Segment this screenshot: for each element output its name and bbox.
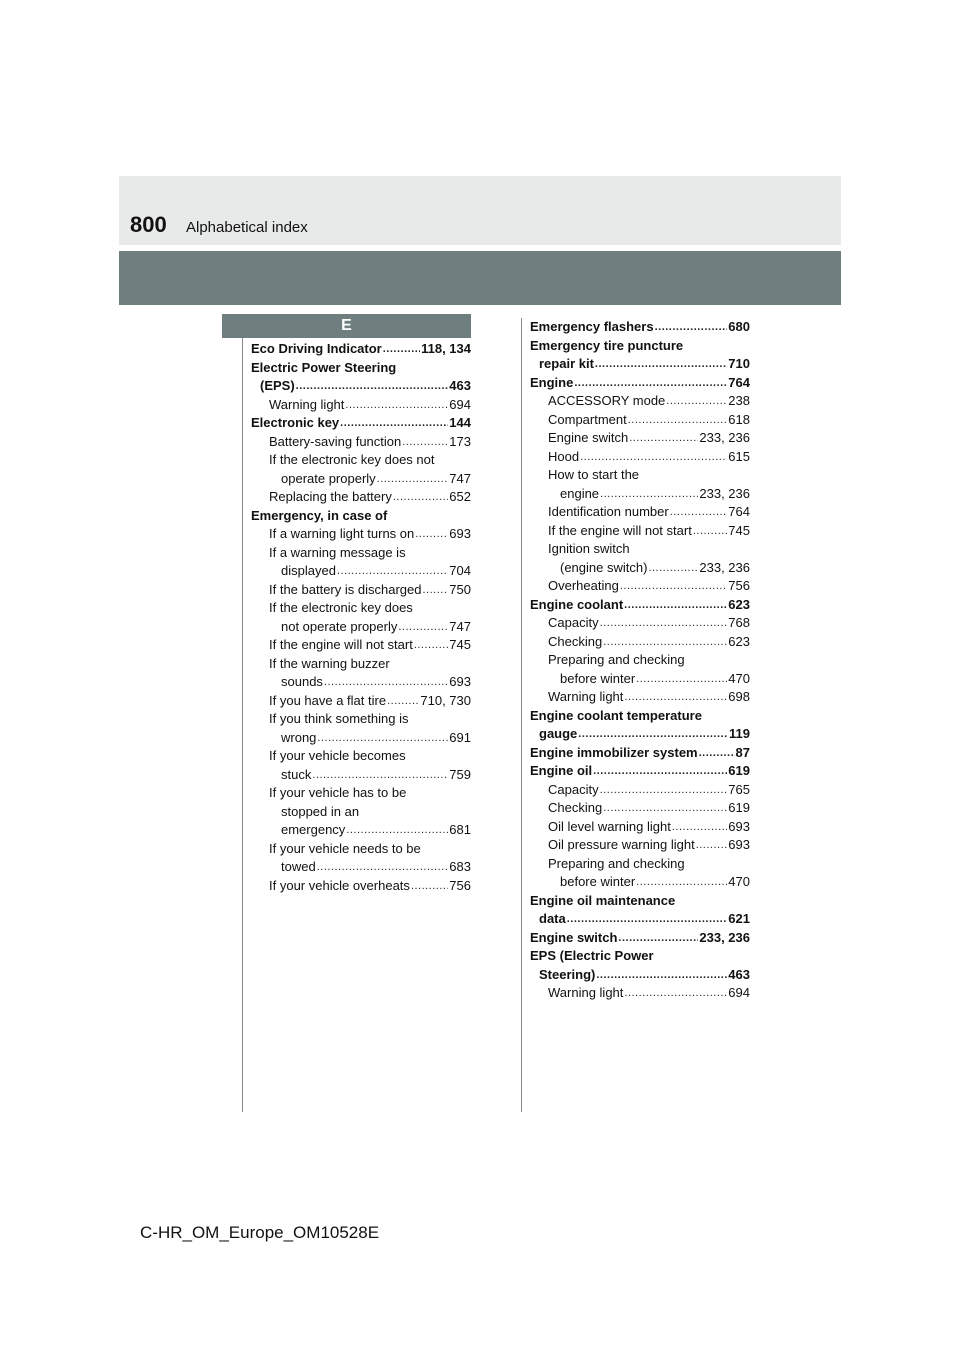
index-entry [530, 799, 750, 818]
dot-leader [402, 433, 448, 452]
dot-leader [693, 522, 727, 541]
index-entry [251, 858, 471, 877]
index-entry [251, 747, 471, 766]
index-entry-term: If your vehicle becomes [269, 748, 406, 763]
index-entry [530, 503, 750, 522]
index-entry-term: repair kit [539, 356, 594, 371]
index-entry-term: towed [281, 859, 316, 874]
dot-leader [629, 429, 698, 448]
page-number: 800 [130, 212, 167, 237]
index-entry-page: 233, 236 [699, 559, 750, 575]
index-entry-page: 87 [735, 744, 750, 760]
index-entry-page: 764 [728, 374, 750, 390]
dot-leader [593, 762, 727, 781]
index-entry-page: 619 [728, 763, 750, 778]
index-entry-page: 233, 236 [699, 430, 750, 445]
index-column-right [530, 318, 750, 1003]
index-entry [251, 525, 471, 544]
dot-leader [346, 821, 448, 840]
index-entry [530, 337, 750, 356]
index-entry [251, 340, 471, 359]
index-entry-term: Emergency tire puncture [530, 337, 684, 353]
index-entry-page: 144 [449, 415, 471, 430]
index-entry [530, 466, 750, 485]
index-entry-term: If the engine will not start [548, 522, 692, 538]
dot-leader [317, 858, 449, 877]
index-entry-page: 621 [728, 911, 750, 926]
index-entry [530, 781, 750, 800]
dot-leader [414, 636, 448, 655]
index-entry [530, 873, 750, 892]
right-column-rule [521, 318, 522, 1112]
index-entry-page: 652 [449, 489, 471, 504]
index-entry-term: not operate properly [281, 618, 398, 634]
index-entry-term: Engine oil maintenance [530, 892, 676, 908]
index-entry [530, 836, 750, 855]
dot-leader [624, 596, 727, 615]
index-entry [530, 559, 750, 578]
index-entry-page: 618 [728, 411, 750, 427]
index-entry-page: 683 [449, 859, 471, 874]
index-entry-page: 704 [449, 563, 471, 578]
index-entry-term: before winter [560, 874, 636, 889]
index-entry-term: Compartment [548, 411, 627, 427]
index-entry-term: EPS (Electric Power [530, 948, 654, 963]
index-entry-term: Warning light [548, 689, 624, 704]
index-entry-page: 118, 134 [421, 341, 471, 356]
index-entry [530, 318, 750, 337]
index-entry-term: Identification number [548, 504, 669, 519]
index-entry [530, 818, 750, 837]
index-entry [530, 540, 750, 559]
index-entry [530, 374, 750, 393]
index-entry [530, 947, 750, 966]
document-id: C-HR_OM_Europe_OM10528E [140, 1223, 380, 1242]
index-entry-term: engine [560, 485, 600, 501]
section-title: Alphabetical index [186, 219, 308, 236]
dot-leader [600, 781, 728, 800]
index-entry-page: 623 [728, 596, 750, 612]
dot-leader [628, 411, 728, 430]
index-entry [530, 707, 750, 726]
dot-leader [387, 692, 419, 711]
index-entry-page: 765 [728, 781, 750, 797]
dot-leader [600, 485, 698, 504]
index-entry-page: 173 [449, 433, 471, 449]
index-entry-page: 750 [449, 581, 471, 597]
dot-leader [672, 818, 727, 837]
index-entry-term: Replacing the battery [269, 489, 392, 504]
index-entry-term: stopped in an [281, 803, 360, 819]
dot-leader [596, 966, 727, 985]
index-entry [251, 710, 471, 729]
index-entry-page: 693 [728, 818, 750, 834]
index-entry-page: 463 [449, 378, 471, 393]
index-entry-term: If your vehicle overheats [269, 877, 410, 893]
index-entry-term: emergency [281, 822, 346, 837]
index-entry-term: Ignition switch [548, 541, 630, 556]
index-entry-page: 759 [449, 766, 471, 782]
index-entry-term: If your vehicle has to be [269, 785, 407, 800]
index-entry-page: 756 [449, 877, 471, 893]
index-entry-page: 233, 236 [699, 485, 750, 501]
dot-leader [324, 673, 448, 692]
dot-leader [603, 799, 727, 818]
index-entry-page: 619 [728, 800, 750, 815]
dot-leader [603, 633, 727, 652]
index-entry [530, 485, 750, 504]
dot-leader [574, 374, 727, 393]
index-entry-term: (engine switch) [560, 559, 648, 575]
index-entry-term: wrong [281, 729, 317, 745]
index-entry [251, 396, 471, 415]
index-entry [530, 725, 750, 744]
index-entry-page: 745 [728, 522, 750, 538]
dot-leader [312, 766, 448, 785]
index-entry-page: 694 [449, 396, 471, 412]
index-entry-term: Oil pressure warning light [548, 837, 695, 852]
dot-leader [655, 318, 728, 337]
index-entry-page: 745 [449, 637, 471, 652]
index-entry-term: Electric Power Steering [251, 359, 397, 375]
dot-leader [296, 377, 449, 396]
index-entry-term: (EPS) [260, 378, 295, 393]
index-entry [530, 855, 750, 874]
index-entry-page: 691 [449, 729, 471, 745]
dot-leader [580, 448, 727, 467]
left-column-rule [242, 338, 243, 1112]
index-entry-page: 756 [728, 578, 750, 593]
index-entry [251, 803, 471, 822]
index-entry [530, 966, 750, 985]
index-entry [251, 618, 471, 637]
index-entry-page: 463 [728, 966, 750, 982]
dot-leader [670, 503, 728, 522]
index-letter-tab [222, 314, 471, 338]
index-entry [530, 448, 750, 467]
index-entry [251, 784, 471, 803]
index-entry [530, 355, 750, 374]
index-entry [251, 729, 471, 748]
index-entry-page: 694 [728, 985, 750, 1000]
index-entry-term: Engine immobilizer system [530, 744, 698, 760]
index-entry-page: 764 [728, 504, 750, 519]
index-entry [530, 596, 750, 615]
index-entry [251, 414, 471, 433]
index-entry [251, 581, 471, 600]
dot-leader [383, 340, 420, 359]
index-entry-term: If a warning message is [269, 544, 406, 560]
index-entry [530, 744, 750, 763]
index-entry [530, 633, 750, 652]
index-entry-term: gauge [539, 726, 578, 741]
index-entry-term: Capacity [548, 781, 599, 797]
index-entry [251, 470, 471, 489]
index-entry-term: Eco Driving Indicator [251, 341, 382, 356]
dot-leader [699, 744, 735, 763]
index-entry-term: Oil level warning light [548, 818, 671, 834]
index-entry-term: Preparing and checking [548, 855, 685, 871]
index-entry-term: Engine switch [548, 430, 629, 445]
index-entry [251, 636, 471, 655]
index-entry [530, 670, 750, 689]
index-entry-page: 698 [728, 689, 750, 704]
index-entry [251, 507, 471, 526]
index-entry-page: 710 [728, 356, 750, 371]
index-entry-term: Checking [548, 633, 603, 649]
dot-leader [648, 559, 698, 578]
dot-leader [340, 414, 448, 433]
dot-leader [377, 470, 449, 489]
index-entry [251, 766, 471, 785]
index-entry-term: If you think something is [269, 711, 409, 726]
index-entry [251, 451, 471, 470]
dot-leader [624, 984, 727, 1003]
index-entry-term: Steering) [539, 966, 596, 982]
index-column-left [251, 340, 471, 895]
index-entry [530, 688, 750, 707]
dot-leader [618, 929, 698, 948]
index-entry-term: If the warning buzzer [269, 655, 390, 671]
dot-leader [636, 670, 727, 689]
index-entry-term: Capacity [548, 615, 599, 630]
dot-leader [666, 392, 727, 411]
index-entry-page: 680 [728, 319, 750, 334]
index-entry-term: If you have a flat tire [269, 692, 387, 708]
index-entry-page: 693 [449, 674, 471, 689]
index-entry [251, 488, 471, 507]
index-entry-page: 623 [728, 633, 750, 649]
index-entry-term: If a warning light turns on [269, 526, 415, 541]
index-entry-term: Engine oil [530, 763, 593, 778]
index-entry [251, 655, 471, 674]
index-entry [530, 892, 750, 911]
index-entry-page: 768 [728, 615, 750, 630]
index-letter: E [341, 317, 352, 334]
index-entry [530, 429, 750, 448]
index-entry-term: If the electronic key does not [269, 452, 435, 467]
index-entry-term: operate properly [281, 470, 376, 486]
index-entry [530, 762, 750, 781]
index-entry-page: 710, 730 [420, 692, 471, 708]
index-entry [251, 544, 471, 563]
index-entry-term: data [539, 911, 566, 926]
dot-leader [567, 910, 728, 929]
index-entry [530, 577, 750, 596]
dot-leader [624, 688, 727, 707]
dot-leader [337, 562, 448, 581]
index-entry-term: ACCESSORY mode [548, 393, 666, 408]
index-entry-page: 693 [728, 837, 750, 852]
index-entry-page: 119 [729, 726, 750, 741]
index-entry-page: 615 [728, 448, 750, 464]
dot-leader [345, 396, 448, 415]
index-entry [530, 929, 750, 948]
index-entry-page: 470 [728, 670, 750, 686]
index-entry [530, 522, 750, 541]
dot-leader [636, 873, 727, 892]
index-entry-term: If the battery is discharged [269, 581, 422, 597]
index-entry [530, 392, 750, 411]
index-entry [251, 359, 471, 378]
index-entry-term: Battery-saving function [269, 433, 402, 449]
dot-leader [600, 614, 728, 633]
index-entry-term: If your vehicle needs to be [269, 840, 421, 856]
index-entry-term: If the electronic key does [269, 600, 413, 615]
index-entry-page: 693 [449, 526, 471, 541]
index-entry [251, 433, 471, 452]
index-entry-term: Overheating [548, 578, 619, 593]
dot-leader [620, 577, 727, 596]
index-entry-term: Hood [548, 448, 580, 464]
index-entry-term: Emergency flashers [530, 319, 654, 334]
index-entry-term: Checking [548, 800, 603, 815]
index-entry [251, 821, 471, 840]
index-entry-term: Warning light [269, 396, 345, 412]
dot-leader [595, 355, 727, 374]
index-entry-term: sounds [281, 674, 323, 689]
index-entry [530, 411, 750, 430]
dot-leader [422, 581, 448, 600]
index-entry-page: 747 [449, 618, 471, 634]
dot-leader [317, 729, 448, 748]
index-entry [251, 673, 471, 692]
index-entry [251, 562, 471, 581]
index-entry-term: If the engine will not start [269, 637, 413, 652]
index-entry-term: stuck [281, 766, 312, 782]
index-entry [530, 984, 750, 1003]
dot-leader [398, 618, 448, 637]
index-entry-term: Engine coolant temperature [530, 707, 702, 723]
index-entry [251, 692, 471, 711]
index-entry-term: Engine [530, 374, 574, 390]
index-entry-page: 238 [728, 393, 750, 408]
dot-leader [696, 836, 728, 855]
dot-leader [393, 488, 448, 507]
index-entry-page: 233, 236 [699, 929, 750, 945]
index-entry [251, 377, 471, 396]
index-entry-term: before winter [560, 670, 636, 686]
index-entry-term: Warning light [548, 985, 624, 1000]
index-entry-page: 681 [449, 822, 471, 837]
index-entry [530, 910, 750, 929]
index-entry-term: How to start the [548, 467, 640, 482]
index-entry-term: Engine coolant [530, 596, 624, 612]
dot-leader [578, 725, 728, 744]
dot-leader [411, 877, 448, 896]
index-entry-term: Preparing and checking [548, 652, 685, 667]
index-entry-page: 470 [728, 874, 750, 889]
index-entry [530, 614, 750, 633]
index-entry [251, 840, 471, 859]
index-entry-term: Engine switch [530, 929, 618, 945]
index-entry-page: 747 [449, 470, 471, 486]
header-dark-band [119, 251, 841, 305]
index-entry [251, 599, 471, 618]
index-entry [530, 651, 750, 670]
index-entry [251, 877, 471, 896]
index-entry-term: Emergency, in case of [251, 507, 388, 523]
dot-leader [415, 525, 448, 544]
index-entry-term: displayed [281, 563, 336, 578]
index-entry-term: Electronic key [251, 415, 340, 430]
